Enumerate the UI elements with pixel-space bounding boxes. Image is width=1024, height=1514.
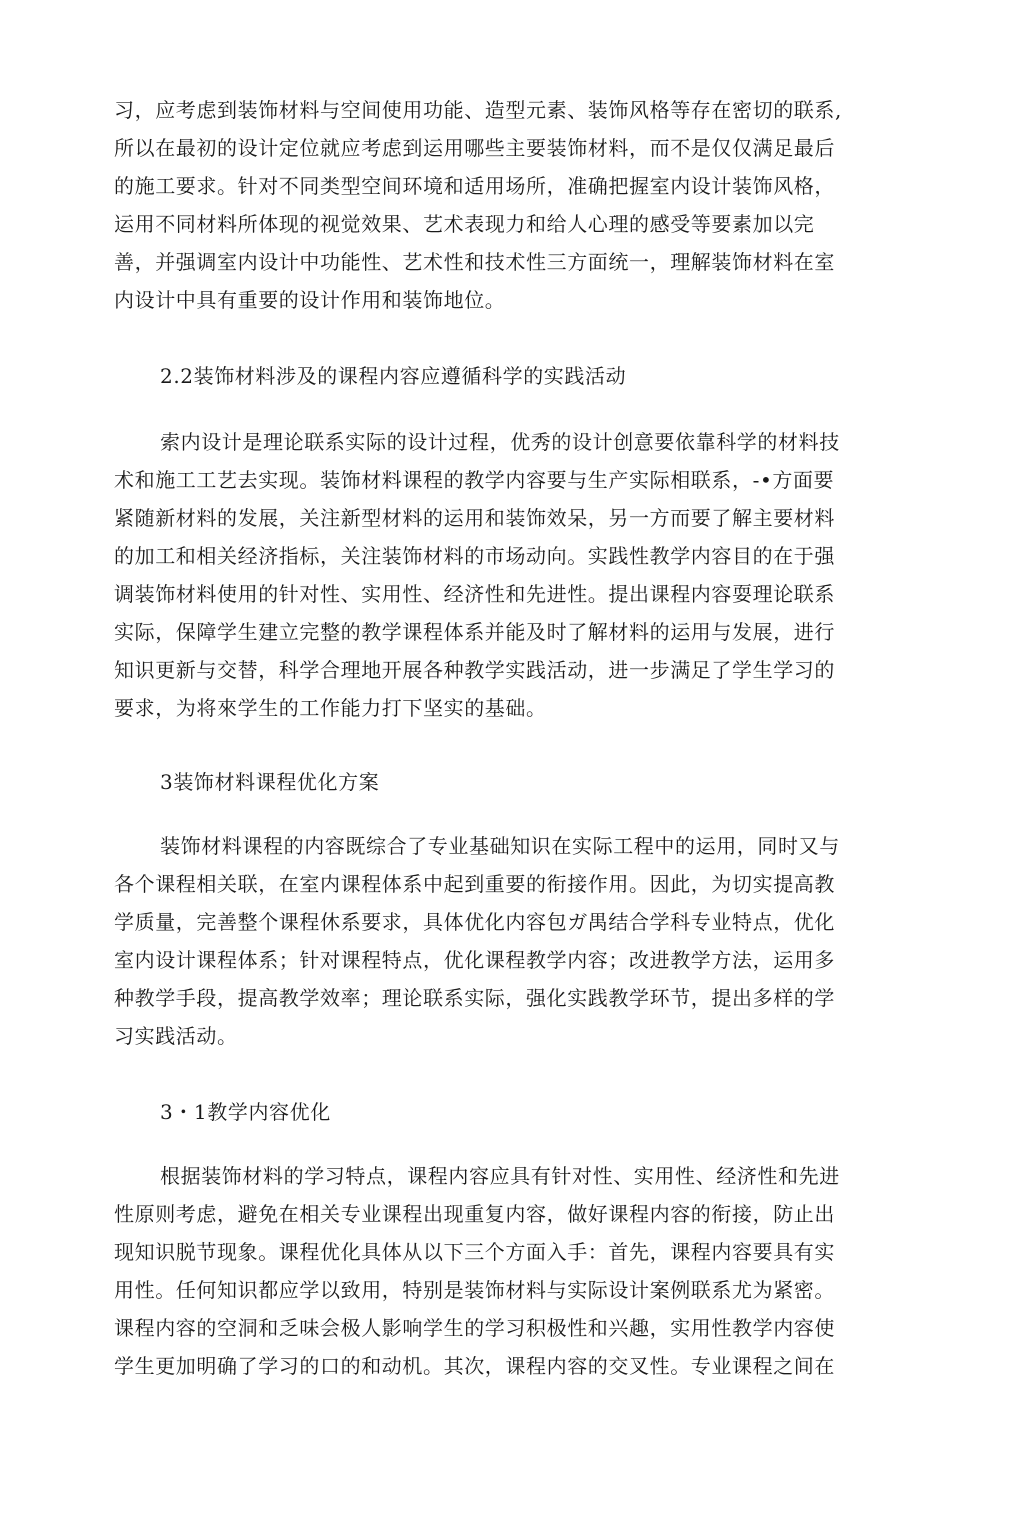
text-line: 善，并强调室内设计中功能性、艺术性和技术性三方面统一，理解装饰材料在室 xyxy=(114,250,835,274)
section-heading-3: 3装饰材料课程优化方案 xyxy=(160,770,380,794)
text-line: 习，应考虑到装饰材料与空间使用功能、造型元素、装饰风格等存在密切的联系, xyxy=(114,98,842,122)
text-line: 习实践活动。 xyxy=(114,1024,238,1048)
text-line: 调装饰材料使用的针对性、实用性、经济性和先进性。提出课程内容耍理论联系 xyxy=(114,582,835,606)
text-line: 学生更加明确了学习的口的和动机。其次，课程内容的交叉性。专业课程之间在 xyxy=(114,1354,835,1378)
text-line: 用性。任何知识都应学以致用，特别是装饰材料与实际设计案例联系尤为紧密。 xyxy=(114,1278,835,1302)
section-heading-2-2: 2.2装饰材料涉及的课程内容应遵循科学的实践活动 xyxy=(160,364,627,388)
section-heading-3-1: 3・1教学内容优化 xyxy=(160,1100,331,1124)
text-line: 装饰材料课程的内容既综合了专业基础知识在实际工程中的运用，同时又与 xyxy=(160,834,840,858)
text-line: 现知识脱节现象。课程优化具体从以下三个方面入手：首先，课程内容要具有实 xyxy=(114,1240,835,1264)
text-line: 要求，为将來学生的工作能力打下坚实的基础。 xyxy=(114,696,547,720)
text-line: 内设计中具有重要的设计作用和装饰地位。 xyxy=(114,288,506,312)
text-line: 运用不同材料所体现的视觉效果、艺术表现力和给人心理的感受等要素加以完 xyxy=(114,212,815,236)
text-line: 术和施工工艺去实现。装饰材料课程的教学内容要与生产实际相联系，-•方面要 xyxy=(114,468,835,492)
text-line: 课程内容的空洞和乏味会极人影响学生的学习积极性和兴趣，实用性教学内容使 xyxy=(114,1316,835,1340)
text-line: 学质量，完善整个课程休系要求，具体优化内容包ガ禺结合学科专业特点，优化 xyxy=(114,910,835,934)
text-line: 各个课程相关联，在室内课程体系中起到重要的衔接作用。因此，为切实提高教 xyxy=(114,872,835,896)
text-line: 的加工和相关经济指标，关注装饰材料的市场动向。实践性教学内容目的在于强 xyxy=(114,544,835,568)
text-line: 知识更新与交替，科学合理地开展各种教学实践活动，进一步满足了学生学习的 xyxy=(114,658,835,682)
text-line: 根据装饰材料的学习特点，课程内容应具有针对性、实用性、经济性和先进 xyxy=(160,1164,840,1188)
text-line: 实际，保障学生建立完整的教学课程体系并能及时了解材料的运用与发展，进行 xyxy=(114,620,835,644)
text-line: 室内设计课程体系；针对课程特点，优化课程教学内容；改进教学方法，运用多 xyxy=(114,948,835,972)
text-line: 所以在最初的设计定位就应考虑到运用哪些主要装饰材料，而不是仅仅满足最后 xyxy=(114,136,835,160)
text-line: 的施工要求。针对不同类型空间环境和适用场所，准确把握室内设计装饰风格， xyxy=(114,174,835,198)
text-line: 紧随新材料的发展，关注新型材料的运用和装饰效呆，另一方而要了解主要材料 xyxy=(114,506,835,530)
text-line: 性原则考虑，避免在相关专业课程出现重复内容，做好课程内容的衔接，防止出 xyxy=(114,1202,835,1226)
text-line: 种教学手段，提高教学效率；理论联系实际，强化实践教学环节，提出多样的学 xyxy=(114,986,835,1010)
text-line: 索内设计是理论联系实际的设计过程，优秀的设计创意要依靠科学的材料技 xyxy=(160,430,840,454)
